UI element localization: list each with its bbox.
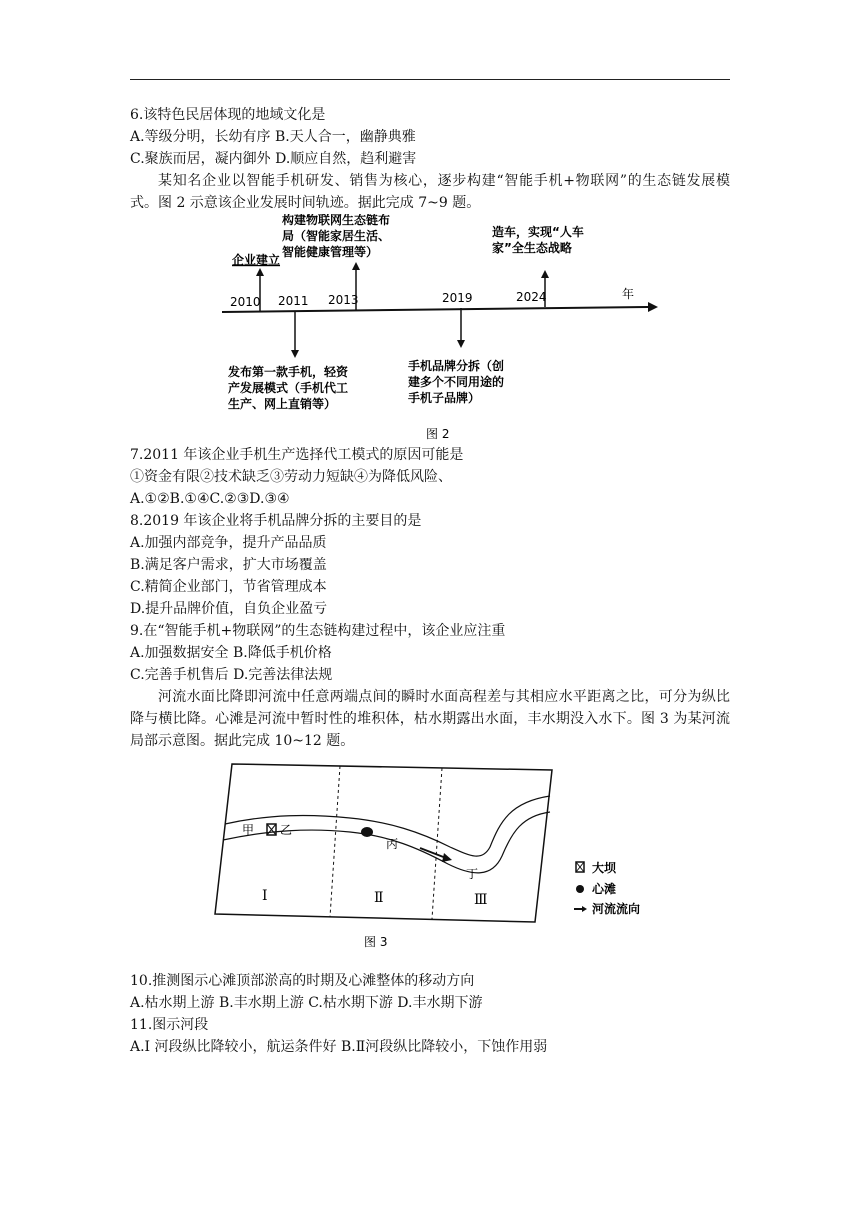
section-ii: Ⅱ [374, 890, 384, 906]
year-2010: 2010 [230, 295, 261, 309]
figure-3-caption: 图 3 [364, 935, 388, 949]
svg-text:建多个不同用途的: 建多个不同用途的 [408, 375, 505, 389]
svg-text:局（智能家居生活、: 局（智能家居生活、 [282, 229, 391, 243]
question-8-option-c: C.精简企业部门，节省管理成本 [130, 579, 327, 595]
legend-flow-direction: 河流流向 [592, 902, 641, 916]
year-2013: 2013 [328, 293, 359, 307]
legend-channel-bar: 心滩 [592, 882, 617, 896]
legend-dam: 大坝 [592, 861, 617, 875]
svg-text:生产、网上直销等）: 生产、网上直销等） [228, 397, 337, 411]
question-9-options-cd: C.完善手机售后 D.完善法律法规 [130, 667, 333, 683]
exam-page [130, 104, 730, 1058]
question-7-stem: 7.2011 年该企业手机生产选择代工模式的原因可能是 [130, 447, 464, 463]
svg-text:产发展模式（手机代工: 产发展模式（手机代工 [228, 381, 349, 395]
axis-label-year: 年 [622, 287, 635, 301]
svg-text:发布第一款手机，轻资: 发布第一款手机，轻资 [228, 365, 349, 379]
event-2024-label [492, 224, 584, 255]
question-6 [130, 104, 730, 170]
question-7 [130, 444, 730, 510]
question-6-options-cd: C.聚族而居，凝内御外 D.顺应自然，趋利避害 [130, 151, 417, 167]
question-11-stem: 11.图示河段 [130, 1017, 209, 1033]
event-2019-label [408, 358, 504, 405]
event-2010-label: 企业建立 [232, 253, 281, 267]
svg-text:手机子品牌）: 手机子品牌） [408, 391, 481, 405]
figure-2-timeline [130, 214, 730, 444]
legend [574, 860, 640, 916]
question-9-options-ab: A.加强数据安全 B.降低手机价格 [130, 645, 332, 661]
svg-text:家”全生态战略: 家”全生态战略 [492, 241, 572, 255]
event-2013-label [281, 214, 390, 259]
question-11-options-ab: A.I 河段纵比降较小，航运条件好 B.Ⅱ河段纵比降较小，下蚀作用弱 [130, 1039, 548, 1055]
channel-bar-icon [361, 827, 373, 837]
year-2024: 2024 [516, 290, 547, 304]
section-iii: Ⅲ [474, 892, 488, 908]
question-8-stem: 8.2019 年该企业将手机品牌分拆的主要目的是 [130, 513, 422, 529]
question-8-option-b: B.满足客户需求，扩大市场覆盖 [130, 557, 327, 573]
question-10-options: A.枯水期上游 B.丰水期上游 C.枯水期下游 D.丰水期下游 [130, 995, 483, 1011]
point-yi: 乙 [280, 823, 293, 837]
intro-paragraph-10-12: 河流水面比降即河流中任意两端点间的瞬时水面高程差与其相应水平距离之比，可分为纵比降与横比降。心滩是河流中暂时性的堆积体，枯水期露出水面，丰水期没入水下。图 3 为某河流局部示意图。据此完成 10~12 题。 [130, 689, 730, 749]
svg-text:手机品牌分拆（创: 手机品牌分拆（创 [408, 359, 505, 373]
question-7-items: ①资金有限②技术缺乏③劳动力短缺④为降低风险、 [130, 469, 452, 485]
figure-3-river-map [130, 752, 730, 970]
question-8-option-a: A.加强内部竞争，提升产品品质 [130, 535, 327, 551]
year-2011: 2011 [278, 294, 309, 308]
point-ding: 丁 [466, 867, 479, 881]
question-11 [130, 1014, 730, 1058]
question-10-stem: 10.推测图示心滩顶部淤高的时期及心滩整体的移动方向 [130, 973, 475, 989]
svg-text:构建物联网生态链布: 构建物联网生态链布 [282, 214, 391, 227]
svg-text:造车，实现“人车: 造车，实现“人车 [492, 225, 584, 239]
question-7-options: A.①②B.①④C.②③D.③④ [130, 491, 290, 507]
point-jia: 甲 [242, 823, 255, 837]
question-6-options-ab: A.等级分明，长幼有序 B.天人合一，幽静典雅 [130, 129, 416, 145]
event-2011-label [227, 364, 349, 411]
question-10 [130, 970, 730, 1014]
year-2019: 2019 [442, 291, 473, 305]
header-rule [130, 79, 730, 80]
question-9 [130, 620, 730, 686]
figure-2-caption: 图 2 [426, 427, 450, 441]
section-i: I [262, 888, 268, 904]
point-bing: 丙 [386, 837, 399, 851]
question-9-stem: 9.在“智能手机+物联网”的生态链构建过程中，该企业应注重 [130, 623, 506, 639]
intro-paragraph-7-9: 某知名企业以智能手机研发、销售为核心，逐步构建“智能手机+物联网”的生态链发展模式。图 2 示意该企业发展时间轨迹。据此完成 7~9 题。 [130, 173, 730, 211]
question-8 [130, 510, 730, 620]
question-8-option-d: D.提升品牌价值，自负企业盈亏 [130, 601, 328, 617]
question-6-stem: 6.该特色民居体现的地域文化是 [130, 107, 326, 123]
svg-text:智能健康管理等）: 智能健康管理等） [282, 245, 379, 259]
